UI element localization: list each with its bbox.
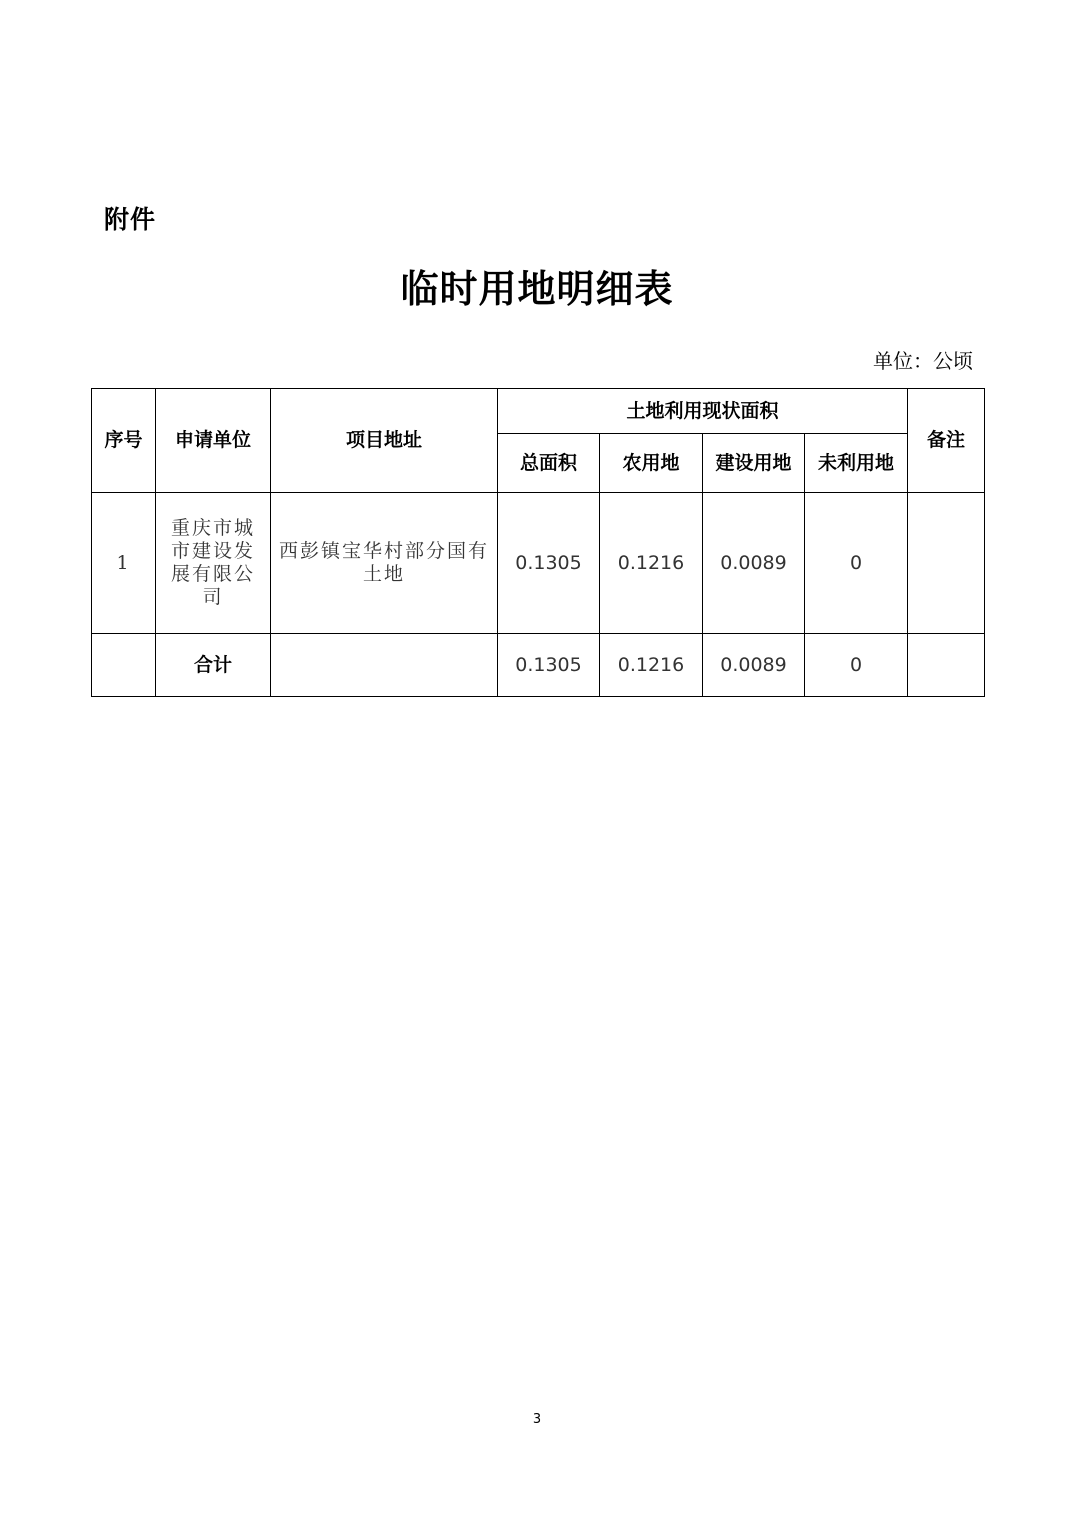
page-number: 3 — [532, 1412, 542, 1427]
total-address-empty — [271, 634, 498, 697]
table-header-row-1 — [92, 389, 985, 434]
header-unused-land: 未利用地 — [805, 434, 908, 493]
total-unused-land: 0 — [805, 634, 908, 697]
table-row — [92, 493, 985, 634]
total-label: 合计 — [156, 634, 271, 697]
cell-unused-land: 0 — [805, 493, 908, 634]
header-status-area: 土地利用现状面积 — [498, 389, 908, 434]
cell-applicant: 重庆市城市建设发展有限公司 — [156, 493, 271, 634]
attachment-label: 附件 — [104, 205, 157, 234]
cell-farmland: 0.1216 — [600, 493, 703, 634]
header-total-area: 总面积 — [498, 434, 600, 493]
header-index: 序号 — [92, 389, 156, 493]
cell-address: 西彭镇宝华村部分国有土地 — [271, 493, 498, 634]
header-construction-land: 建设用地 — [703, 434, 805, 493]
header-applicant: 申请单位 — [156, 389, 271, 493]
total-total-area: 0.1305 — [498, 634, 600, 697]
header-address: 项目地址 — [271, 389, 498, 493]
total-index-empty — [92, 634, 156, 697]
header-farmland: 农用地 — [600, 434, 703, 493]
cell-construction-land: 0.0089 — [703, 493, 805, 634]
cell-remarks — [908, 493, 985, 634]
total-remarks-empty — [908, 634, 985, 697]
cell-index: 1 — [92, 493, 156, 634]
unit-note: 单位：公顷 — [873, 349, 973, 373]
document-title: 临时用地明细表 — [400, 266, 674, 311]
total-farmland: 0.1216 — [600, 634, 703, 697]
cell-total-area: 0.1305 — [498, 493, 600, 634]
header-remarks: 备注 — [908, 389, 985, 493]
total-construction-land: 0.0089 — [703, 634, 805, 697]
land-use-table — [91, 388, 985, 697]
table-total-row — [92, 634, 985, 697]
